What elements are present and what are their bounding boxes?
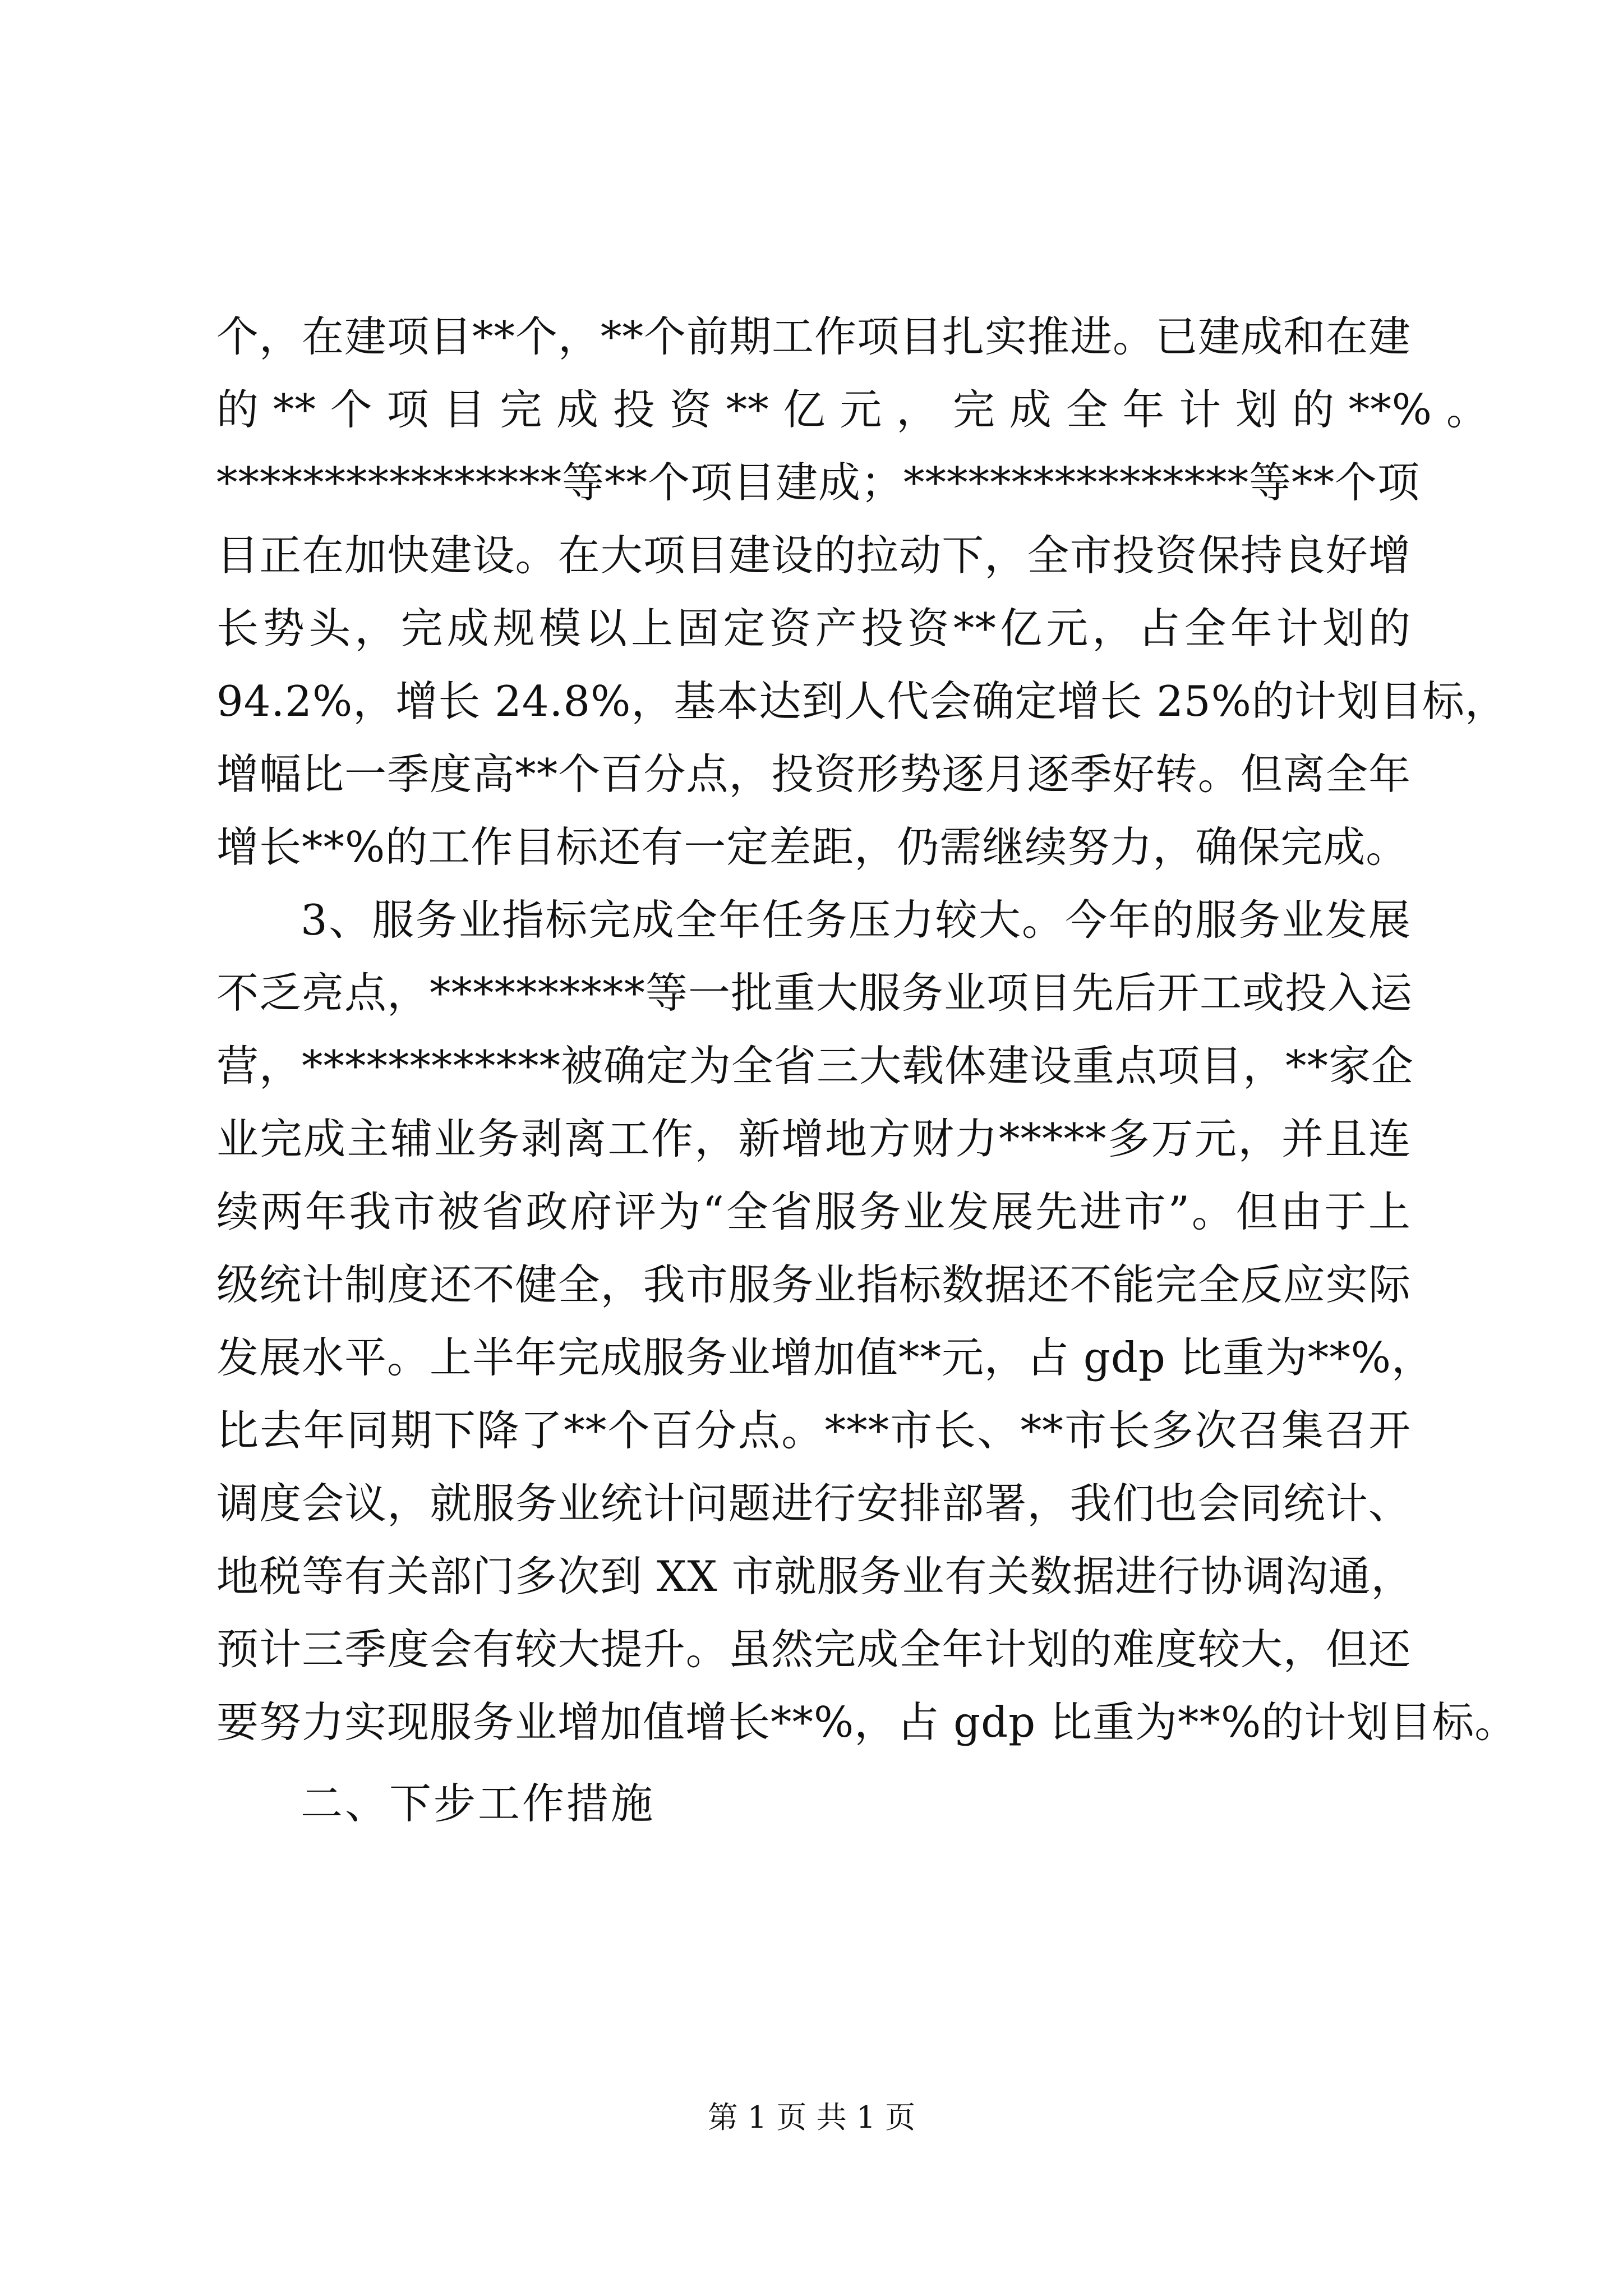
section-heading: 二、下步工作措施 (301, 1779, 656, 1828)
paragraph-line: 增幅比一季度高**个百分点，投资形势逐月逐季好转。但离全年 (216, 749, 1411, 799)
paragraph-line: 级统计制度还不健全，我市服务业指标数据还不能完全反应实际 (216, 1260, 1411, 1309)
paragraph-line: 目正在加快建设。在大项目建设的拉动下，全市投资保持良好增 (216, 531, 1411, 580)
paragraph-line: 比去年同期下降了**个百分点。***市长、**市长多次召集召开 (216, 1406, 1411, 1455)
paragraph-line: 长势头，完成规模以上固定资产投资**亿元，占全年计划的 (216, 604, 1411, 653)
paragraph-line: 不乏亮点，**********等一批重大服务业项目先后开工或投入运 (216, 968, 1413, 1018)
paragraph-line: 调度会议，就服务业统计问题进行安排部署，我们也会同统计、 (216, 1479, 1411, 1528)
paragraph-line: 增长**%的工作目标还有一定差距，仍需继续努力，确保完成。 (216, 822, 1409, 872)
paragraph-line: 营，************被确定为全省三大载体建设重点项目，**家企 (216, 1041, 1414, 1091)
paragraph-line: 3、服务业指标完成全年任务压力较大。今年的服务业发展 (301, 895, 1411, 945)
paragraph-line: 发展水平。上半年完成服务业增加值**元，占 gdp 比重为**%， (216, 1333, 1434, 1382)
paragraph-line: 94.2%，增长 24.8%，基本达到人代会确定增长 25%的计划目标， (216, 677, 1507, 726)
paragraph-line: ****************等**个项目建成；****************等**个项 (216, 458, 1421, 507)
page-footer: 第 1 页 共 1 页 (707, 2100, 916, 2135)
paragraph-line: 续两年我市被省政府评为“全省服务业发展先进市”。但由于上 (216, 1187, 1411, 1236)
paragraph-line: 的 ** 个 项 目 完 成 投 资 ** 亿 元 ， 完 成 全 年 计 划 的 **% 。 (216, 385, 1489, 434)
paragraph-line: 地税等有关部门多次到 XX 市就服务业有关数据进行协调沟通， (216, 1552, 1414, 1601)
paragraph-line: 业完成主辅业务剥离工作，新增地方财力*****多万元，并且连 (216, 1114, 1411, 1163)
paragraph-line: 预计三季度会有较大提升。虽然完成全年计划的难度较大，但还 (216, 1625, 1411, 1674)
paragraph-line: 个，在建项目**个，**个前期工作项目扎实推进。已建成和在建 (216, 312, 1412, 361)
paragraph-line: 要努力实现服务业增加值增长**%，占 gdp 比重为**%的计划目标。 (216, 1697, 1518, 1747)
